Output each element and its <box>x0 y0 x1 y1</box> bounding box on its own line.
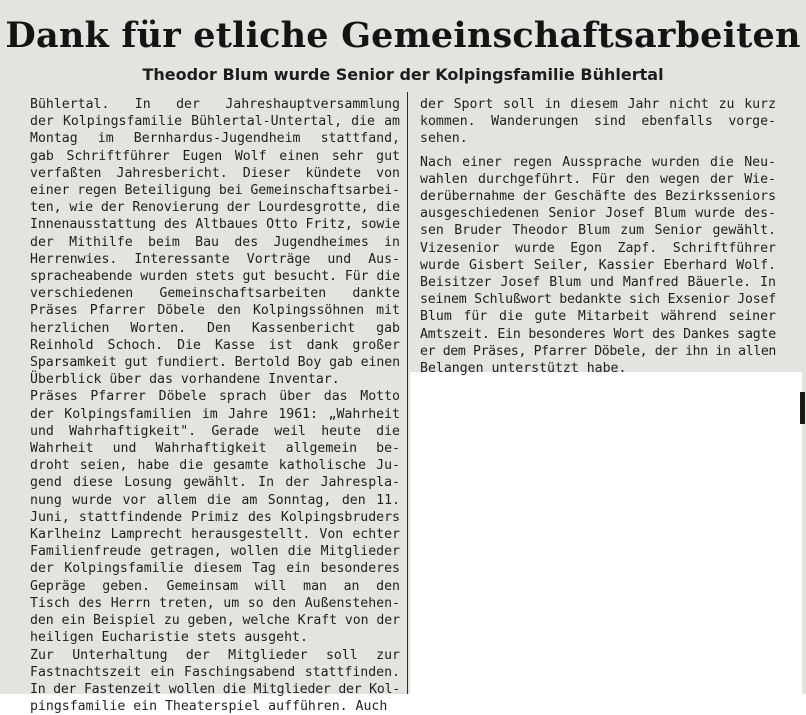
blank-area <box>410 372 802 694</box>
text-line: Sparsamkeit gut fundiert. Bertold Boy gab einen <box>30 355 400 371</box>
text-line: Amtszeit. Ein besonderes Wort des Dankes sagte <box>420 326 776 342</box>
text-line: derübernahme der Geschäfte des Bezirksseniors <box>420 189 776 205</box>
text-line: droht seien, habe die gesamte katholische Ju- <box>30 458 400 474</box>
text-line: und Wahrhaftigkeit". Gerade weil heute die <box>30 423 400 439</box>
text-line: Präses Pfarrer Döbele den Kolpingssöhnen mit <box>30 303 400 319</box>
text-line: Innenausstattung des Altbaues Otto Fritz, sowie <box>30 217 400 233</box>
text-line: In der Fastenzeit wollen die Mitglieder der Kol- <box>30 681 400 697</box>
text-line: er dem Präses, Pfarrer Döbele, der ihn in allen <box>420 343 776 359</box>
text-line: Blum für die gute Mitarbeit während seiner <box>420 309 776 325</box>
text-line: kommen. Wanderungen sind ebenfalls vorge- <box>420 114 776 130</box>
text-line: spracheabende wurden stets gut besucht. Für die <box>30 269 400 285</box>
text-line: einer regen Beteiligung bei Gemeinschaftsarbei- <box>30 183 400 199</box>
column-divider <box>407 92 408 694</box>
text-line: sen Bruder Theodor Blum zum Senior gewählt. <box>420 223 776 239</box>
text-line: Karlheinz Lamprecht herausgestellt. Von echter <box>30 527 400 543</box>
right-column <box>420 96 776 377</box>
text-line: der Kolpingsfamilie diesem Tag ein besonderes <box>30 561 400 577</box>
edge-mark <box>800 392 805 424</box>
text-line: wahlen durchgeführt. Für den wegen der Wie- <box>420 171 776 187</box>
text-line: Montag im Bernhardus-Jugendheim stattfand, <box>30 131 400 147</box>
text-line: Vizesenior wurde Egon Zapf. Schriftführer <box>420 240 776 256</box>
text-line: Herrenwies. Interessante Vorträge und Aus- <box>30 251 400 267</box>
headline: Dank für etliche Gemeinschaftsarbeiten <box>5 15 801 56</box>
text-line: gab Schriftführer Eugen Wolf einen sehr gut <box>30 148 400 164</box>
text-line: Wahrheit und Wahrhaftigkeit allgemein be- <box>30 441 400 457</box>
text-line: seinem Schlußwort bedankte sich Exsenior Josef <box>420 292 776 308</box>
text-line: Reinhold Schoch. Die Kasse ist dank großer <box>30 337 400 353</box>
text-line: Beisitzer Josef Blum und Manfred Bäuerle. In <box>420 275 776 291</box>
text-line: Präses Pfarrer Döbele sprach über das Motto <box>30 389 400 405</box>
left-column <box>30 96 400 715</box>
text-line: der Sport soll in diesem Jahr nicht zu kurz <box>420 97 776 112</box>
text-line: den ein Beispiel zu geben, welche Kraft von der <box>30 613 400 629</box>
text-line: wurde Gisbert Seiler, Kassier Eberhard Wolf. <box>420 257 776 273</box>
text-line: verschiedenen Gemeinschaftsarbeiten dankte <box>30 286 400 302</box>
text-line: Familienfreude getragen, wollen die Mitglieder <box>30 544 400 560</box>
text-line: Fastnachtszeit ein Faschingsabend stattfinden. <box>30 664 400 680</box>
text-line: ten, wie der Renovierung der Lourdesgrotte, die <box>30 200 400 216</box>
text-line: Nach einer regen Aussprache wurden die Neu- <box>420 154 776 170</box>
text-line: herzlichen Worten. Den Kassenbericht gab <box>30 320 400 336</box>
text-line: Juni, stattfindende Primiz des Kolpingsbruders <box>30 509 400 525</box>
text-line: verfaßten Jahresbericht. Dieser kündete von <box>30 165 400 181</box>
text-line: ausgeschiedenen Senior Josef Blum wurde des- <box>420 206 776 222</box>
text-line: der Mithilfe beim Bau des Jugendheimes in <box>30 234 400 250</box>
text-line: heiligen Eucharistie stets ausgeht. <box>30 630 308 646</box>
text-line: der Kolpingsfamilie Bühlertal-Untertal, die am <box>30 114 400 130</box>
text-line: Überblick über das vorhandene Inventar. <box>30 372 340 388</box>
text-line: sehen. <box>420 131 468 147</box>
text-line: Gepräge geben. Gemeinsam will man an den <box>30 578 400 594</box>
text-line: Tisch des Herrn treten, um so den Außenstehen- <box>30 595 400 611</box>
text-line: Bühlertal. In der Jahreshauptversammlung <box>30 97 400 112</box>
text-line: nung wurde vor allem die am Sonntag, den 11. <box>30 492 400 508</box>
text-line: Belangen unterstützt habe. <box>420 361 627 377</box>
text-line: gend diese Losung gewählt. In der Jahrespla- <box>30 475 400 491</box>
text-line: pingsfamilie ein Theaterspiel aufführen. Auch <box>30 699 388 715</box>
text-line: Zur Unterhaltung der Mitglieder soll zur <box>30 647 400 663</box>
subheadline: Theodor Blum wurde Senior der Kolpingsfamilie Bühlertal <box>142 65 664 84</box>
text-line: der Kolpingsfamilien im Jahre 1961: „Wahrheit <box>30 406 400 422</box>
